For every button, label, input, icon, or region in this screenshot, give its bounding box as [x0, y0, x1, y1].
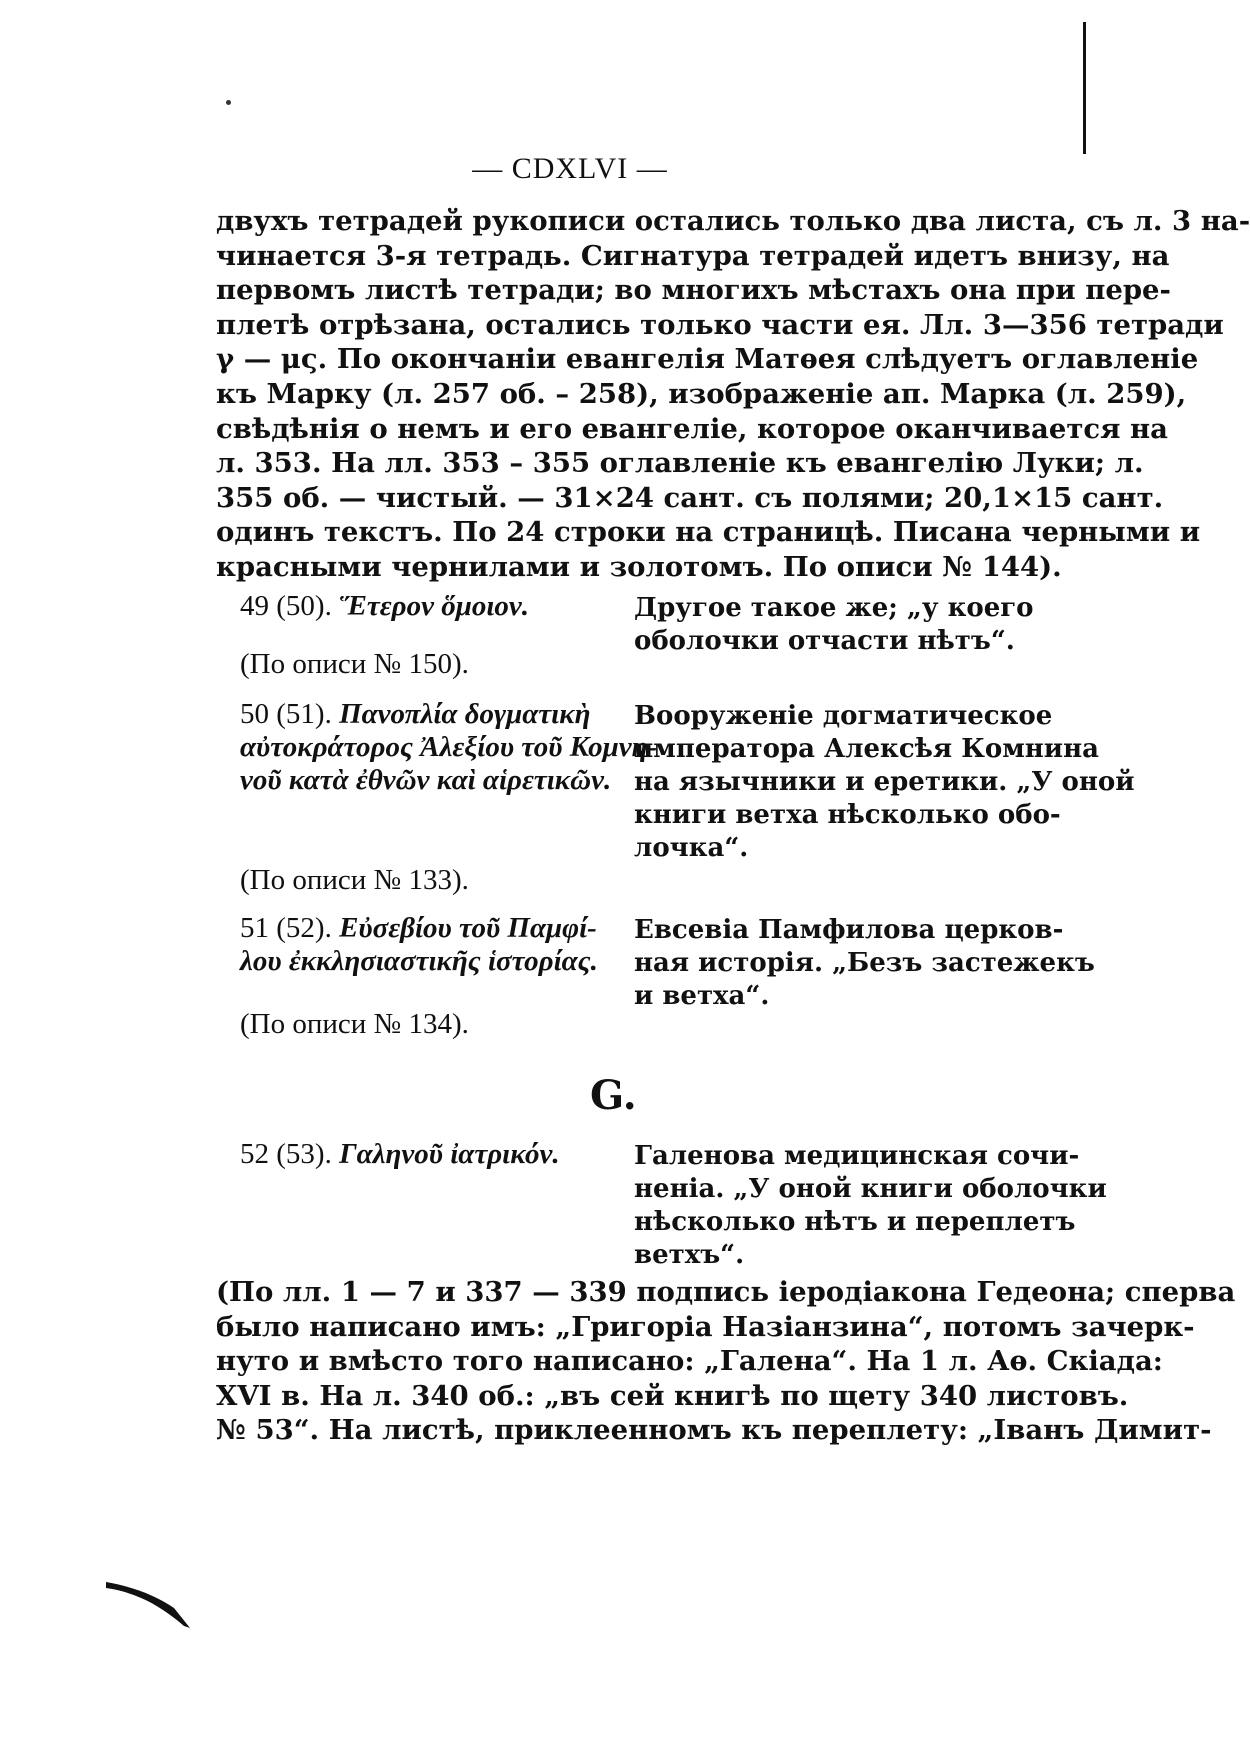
- greek-title-line: αὐτοκράτορος Ἀλεξίου τοῦ Κομνη-: [240, 731, 658, 763]
- entry-51-greek: [240, 912, 610, 978]
- text-line: свѣдѣнія о немъ и его евангеліе, которое оканчивается на: [216, 412, 1168, 445]
- entry-51-russian: [634, 914, 1095, 1013]
- russian-title-line: ветхъ“.: [634, 1240, 745, 1270]
- text-line: чинается 3-я тетрадь. Сигнатура тетрадей идетъ внизу, на: [216, 239, 1170, 272]
- russian-title-line: нѣсколько нѣтъ и переплетъ: [634, 1207, 1076, 1237]
- greek-title-line: Ἕτερον ὅμοιον.: [339, 590, 530, 622]
- entry-49-greek: [240, 590, 610, 623]
- russian-title-line: императора Алексѣя Комнина: [634, 734, 1099, 764]
- text-line: красными чернилами и золотомъ. По описи № 144).: [216, 550, 1062, 583]
- russian-title-line: оболочки отчасти нѣтъ“.: [634, 626, 1015, 656]
- russian-title-line: лочка“.: [634, 833, 749, 863]
- text-line: къ Марку (л. 257 об. – 258), изображеніе ап. Марка (л. 259),: [216, 377, 1187, 410]
- text-line: (По лл. 1 — 7 и 337 — 339 подпись іеродіакона Гедеона; сперва: [216, 1276, 1236, 1308]
- entry-50-russian: [634, 700, 1135, 865]
- russian-title-line: Вооруженіе догматическое: [634, 701, 1053, 731]
- entry-49-source: (По описи № 150).: [240, 648, 469, 680]
- closing-paragraph: [216, 1275, 1236, 1448]
- entry-50-source: (По описи № 133).: [240, 864, 469, 896]
- entry-number: 49 (50).: [240, 590, 332, 622]
- text-line: первомъ листѣ тетради; во многихъ мѣстахъ она при пере-: [216, 274, 1171, 307]
- page-number-header: — CDXLVI —: [472, 152, 668, 185]
- greek-title-line: Πανοπλία δογματικὴ: [339, 698, 591, 730]
- russian-title-line: и ветха“.: [634, 981, 770, 1011]
- text-line: одинъ текстъ. По 24 строки на страницѣ. Писана черными и: [216, 516, 1201, 549]
- text-line: плетѣ отрѣзана, остались только части ея. Лл. 3—356 тетради: [216, 308, 1224, 341]
- scan-speck: [226, 100, 231, 105]
- text-line: XVI в. На л. 340 об.: „въ сей книгѣ по щету 340 листовъ.: [216, 1379, 1129, 1412]
- scan-artifact-mark: [104, 1582, 194, 1632]
- russian-title-line: Евсевіа Памфилова церков-: [634, 915, 1064, 945]
- text-line: γ — μς. По окончаніи евангелія Матѳея слѣдуетъ оглавленіе: [216, 343, 1199, 376]
- text-line: нуто и вмѣсто того написано: „Галена“. На 1 л. Аѳ. Скіада:: [216, 1345, 1163, 1378]
- russian-title-line: Другое такое же; „у коего: [634, 593, 1034, 623]
- entry-52-russian: [634, 1140, 1107, 1272]
- russian-title-line: Галенова медицинская сочи-: [634, 1141, 1080, 1171]
- russian-title-line: ная исторія. „Безъ застежекъ: [634, 948, 1095, 978]
- russian-title-line: книги ветха нѣсколько обо-: [634, 800, 1061, 830]
- intro-paragraph: [216, 204, 1250, 585]
- entry-49-russian: [634, 592, 1034, 658]
- russian-title-line: на язычники и еретики. „У оной: [634, 767, 1135, 797]
- entry-number: 51 (52).: [240, 912, 332, 944]
- greek-title-line: νοῦ κατὰ ἐθνῶν καὶ αἱρετικῶν.: [240, 764, 612, 796]
- entry-52-greek: [240, 1138, 610, 1171]
- section-letter-g: G.: [590, 1072, 637, 1119]
- entry-50-greek: [240, 698, 658, 797]
- entry-number: 52 (53).: [240, 1138, 332, 1170]
- text-line: двухъ тетрадей рукописи остались только два листа, съ л. 3 на-: [216, 205, 1250, 237]
- text-line: было написано имъ: „Григоріа Назіанзина“, потомъ зачерк-: [216, 1310, 1195, 1343]
- greek-title-line: Γαληνοῦ ἰατρικόν.: [339, 1138, 560, 1170]
- greek-title-line: Εὐσεβίου τοῦ Παμφί-: [339, 912, 597, 944]
- text-line: 355 об. — чистый. — 31×24 сант. съ полями; 20,1×15 сант.: [216, 481, 1164, 514]
- russian-title-line: неніа. „У оной книги оболочки: [634, 1174, 1107, 1204]
- greek-title-line: λου ἐκκλησιαστικῆς ἱστορίας.: [240, 945, 598, 977]
- scan-edge-mark: [1083, 22, 1086, 154]
- entry-51-source: (По описи № 134).: [240, 1008, 469, 1040]
- entry-number: 50 (51).: [240, 698, 332, 730]
- text-line: л. 353. На лл. 353 – 355 оглавленіе къ евангелію Луки; л.: [216, 447, 1144, 480]
- text-line: № 53“. На листѣ, приклеенномъ къ переплету: „Іванъ Димит-: [216, 1414, 1212, 1447]
